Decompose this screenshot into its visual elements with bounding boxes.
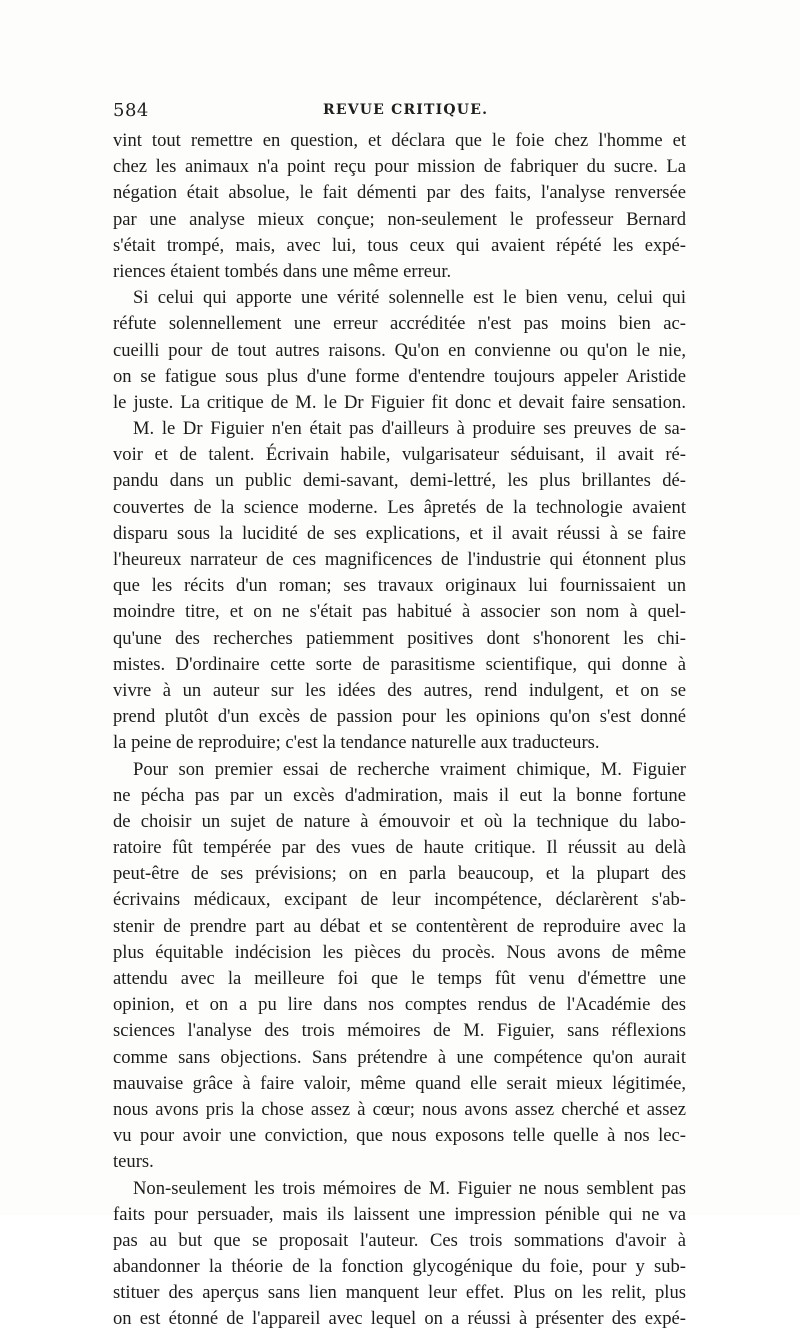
page-header xyxy=(113,100,686,124)
text-line: pandu dans un public demi-savant, demi-lettré, les plus brillantes dé- xyxy=(113,470,686,492)
text-line: réfute solennellement une erreur accréditée n'est pas moins bien ac- xyxy=(113,313,686,335)
text-line: couvertes de la science moderne. Les âpretés de la technologie avaient xyxy=(113,496,686,518)
text-line: vu pour avoir une conviction, que nous exposons telle quelle à nos lec- xyxy=(113,1125,686,1147)
text-line: vivre à un auteur sur les idées des autres, rend indulgent, et on se xyxy=(113,679,686,701)
text-line: moindre titre, et on ne s'était pas habitué à associer son nom à quel- xyxy=(113,601,686,623)
text-line: stenir de prendre part au débat et se contentèrent de reproduire avec la xyxy=(113,915,686,937)
body-text xyxy=(113,128,686,1333)
text-line: plus équitable indécision les pièces du procès. Nous avons de même xyxy=(113,941,686,963)
text-line: cueilli pour de tout autres raisons. Qu'on en convienne ou qu'on le nie, xyxy=(113,339,686,361)
text-line: chez les animaux n'a point reçu pour mission de fabriquer du sucre. La xyxy=(113,156,686,178)
text-line: mistes. D'ordinaire cette sorte de parasitisme scientifique, qui donne à xyxy=(113,653,686,675)
text-line: négation était absolue, le fait démenti par des faits, l'analyse renversée xyxy=(113,182,686,204)
text-line: riences étaient tombés dans une même erreur. xyxy=(113,260,452,282)
text-line: mauvaise grâce à faire valoir, même quand elle serait mieux légitimée, xyxy=(113,1072,686,1094)
text-line: qu'une des recherches patiemment positives dont s'honorent les chi- xyxy=(113,627,686,649)
text-line: ratoire fût tempérée par des vues de haute critique. Il réussit au delà xyxy=(113,837,686,859)
text-line: que les récits d'un roman; ses travaux originaux lui fournissaient un xyxy=(113,575,686,597)
text-line: pas au but que se proposait l'auteur. Ces trois sommations d'avoir à xyxy=(113,1229,686,1251)
text-line: on se fatigue sous plus d'une forme d'entendre toujours appeler Aristide xyxy=(113,365,686,387)
text-line: s'était trompé, mais, avec lui, tous ceux qui avaient répété les expé- xyxy=(113,234,686,256)
text-line: voir et de talent. Écrivain habile, vulgarisateur séduisant, il avait ré- xyxy=(113,444,686,466)
paragraph-first-line: Si celui qui apporte une vérité solennelle est le bien venu, celui qui xyxy=(133,287,686,309)
text-line: écrivains médicaux, excipant de leur incompétence, déclarèrent s'ab- xyxy=(113,889,686,911)
text-line: attendu avec la meilleure foi que le temps fût venu d'émettre une xyxy=(113,968,686,989)
text-line: faits pour persuader, mais ils laissent une impression pénible qui ne va xyxy=(113,1203,686,1225)
text-line: peut-être de ses prévisions; on en parla beaucoup, et la plupart des xyxy=(113,863,686,885)
page-number: 584 xyxy=(113,100,149,121)
text-line: la peine de reproduire; c'est la tendance naturelle aux traducteurs. xyxy=(113,732,600,754)
text-line: stituer des aperçus sans lien manquent leur effet. Plus on les relit, plus xyxy=(113,1282,686,1304)
text-line: le juste. La critique de M. le Dr Figuier fit donc et devait faire sensation. xyxy=(113,391,686,413)
text-line: on est étonné de l'appareil avec lequel on a réussi à présenter des expé- xyxy=(113,1308,686,1330)
text-line: nous avons pris la chose assez à cœur; nous avons assez cherché et assez xyxy=(113,1098,686,1120)
text-line: l'heureux narrateur de ces magnificences de l'industrie qui étonnent plus xyxy=(113,549,686,570)
text-line: sciences l'analyse des trois mémoires de M. Figuier, sans réflexions xyxy=(113,1020,686,1042)
text-line: prend plutôt d'un excès de passion pour les opinions qu'on s'est donné xyxy=(113,706,686,728)
text-line: par une analyse mieux conçue; non-seulement le professeur Bernard xyxy=(113,208,686,230)
running-head: REVUE CRITIQUE. xyxy=(323,102,489,118)
text-line: de choisir un sujet de nature à émouvoir et où la technique du labo- xyxy=(113,810,686,832)
text-line: opinion, et on a pu lire dans nos comptes rendus de l'Académie des xyxy=(113,994,686,1016)
text-line: ne pécha pas par un excès d'admiration, mais il eut la bonne fortune xyxy=(113,784,686,806)
text-line: abandonner la théorie de la fonction glycogénique du foie, pour y sub- xyxy=(113,1256,686,1278)
paragraph-first-line: M. le Dr Figuier n'en était pas d'ailleurs à produire ses preuves de sa- xyxy=(133,418,686,440)
text-line: teurs. xyxy=(113,1151,154,1173)
paragraph-first-line: Non-seulement les trois mémoires de M. Figuier ne nous semblent pas xyxy=(133,1177,686,1199)
paragraph-first-line: Pour son premier essai de recherche vraiment chimique, M. Figuier xyxy=(133,758,686,780)
text-line: comme sans objections. Sans prétendre à une compétence qu'on aurait xyxy=(113,1046,686,1068)
text-line: vint tout remettre en question, et déclara que le foie chez l'homme et xyxy=(113,130,686,151)
text-line: disparu sous la lucidité de ses explications, et il avait réussi à se faire xyxy=(113,522,686,544)
